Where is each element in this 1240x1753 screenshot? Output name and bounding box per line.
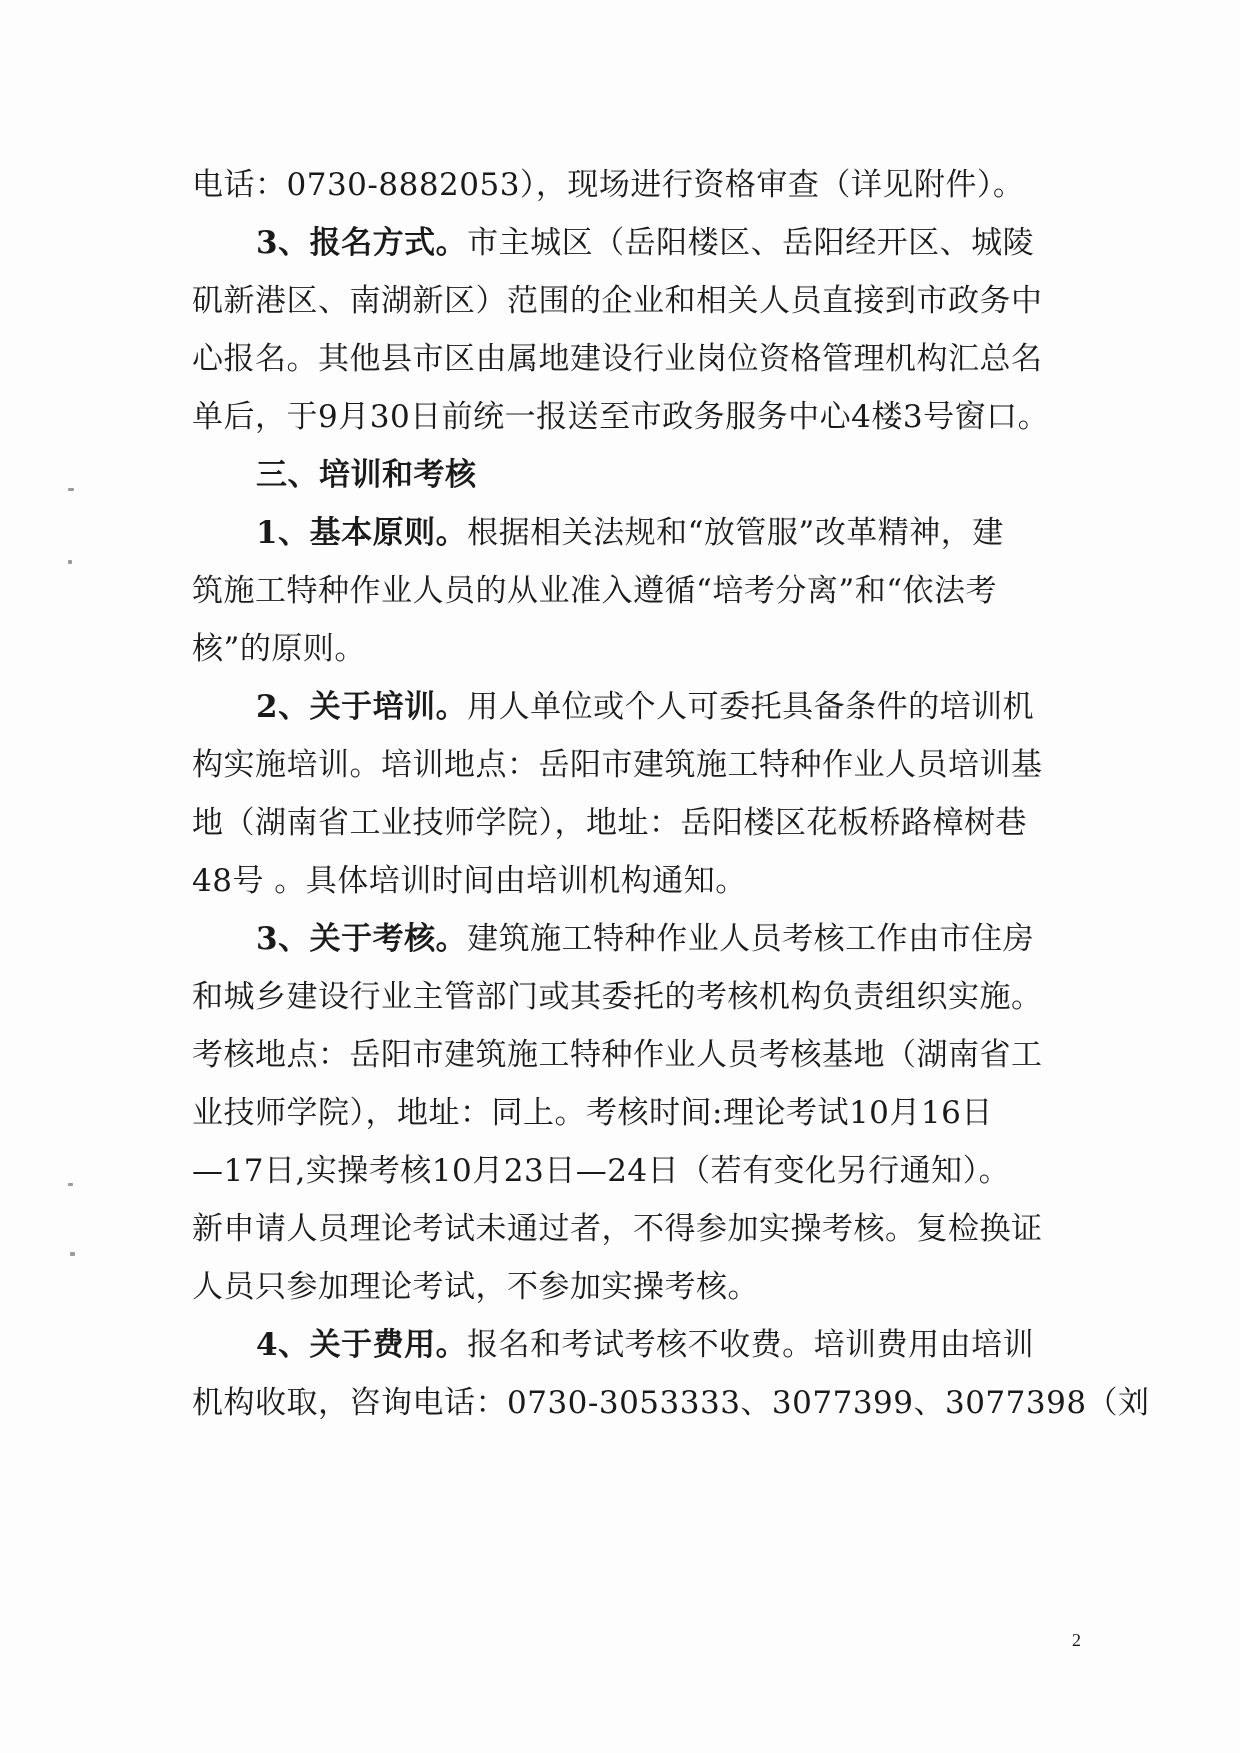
- body-line-11: 构实施培训。培训地点：岳阳市建筑施工特种作业人员培训基: [192, 747, 1043, 783]
- scan-speck: [68, 1183, 73, 1186]
- scan-speck: [70, 1252, 75, 1256]
- body-line-12: 地（湖南省工业技师学院），地址：岳阳楼区花板桥路樟树巷: [192, 805, 1027, 841]
- body-line-13: 48号 。具体培训时间由培训机构通知。: [192, 863, 747, 899]
- scan-speck: [68, 488, 74, 491]
- body-line-19: 新申请人员理论考试未通过者，不得参加实操考核。复检换证: [192, 1211, 1043, 1247]
- page-number: 2: [1072, 1630, 1081, 1650]
- body-line-1: 电话：0730-8882053），现场进行资格审查（详见附件）。: [192, 167, 1025, 203]
- body-line-4: 心报名。其他县市区由属地建设行业岗位资格管理机构汇总名: [192, 341, 1043, 377]
- body-line-18: —17日,实操考核10月23日—24日（若有变化另行通知）。: [192, 1153, 1011, 1189]
- section-3-about-assessment: 3、关于考核。建筑施工特种作业人员考核工作由市住房: [256, 921, 1035, 957]
- scan-speck: [68, 560, 72, 564]
- body-line-17: 业技师学院），地址：同上。考核时间:理论考试10月16日: [192, 1095, 993, 1131]
- section-4-about-fees: 4、关于费用。报名和考试考核不收费。培训费用由培训: [256, 1327, 1035, 1363]
- body-line-5: 单后，于9月30日前统一报送至市政务服务中心4楼3号窗口。: [192, 399, 1050, 435]
- body-line-3: 矶新港区、南湖新区）范围的企业和相关人员直接到市政务中: [192, 283, 1043, 319]
- body-line-15: 和城乡建设行业主管部门或其委托的考核机构负责组织实施。: [192, 979, 1043, 1015]
- body-line-20: 人员只参加理论考试，不参加实操考核。: [192, 1269, 759, 1305]
- body-line-8: 筑施工特种作业人员的从业准入遵循“培考分离”和“依法考: [192, 573, 998, 609]
- heading-training-and-assessment: 三、培训和考核: [256, 457, 477, 493]
- body-line-22: 机构收取，咨询电话：0730-3053333、3077399、3077398（刘: [192, 1385, 1150, 1421]
- body-line-16: 考核地点：岳阳市建筑施工特种作业人员考核基地（湖南省工: [192, 1037, 1043, 1073]
- section-3-registration-method: 3、报名方式。市主城区（岳阳楼区、岳阳经开区、城陵: [256, 225, 1035, 261]
- section-2-about-training: 2、关于培训。用人单位或个人可委托具备条件的培训机: [256, 689, 1035, 725]
- section-1-basic-principle: 1、基本原则。根据相关法规和“放管服”改革精神，建: [256, 515, 1004, 551]
- body-line-9: 核”的原则。: [192, 631, 366, 667]
